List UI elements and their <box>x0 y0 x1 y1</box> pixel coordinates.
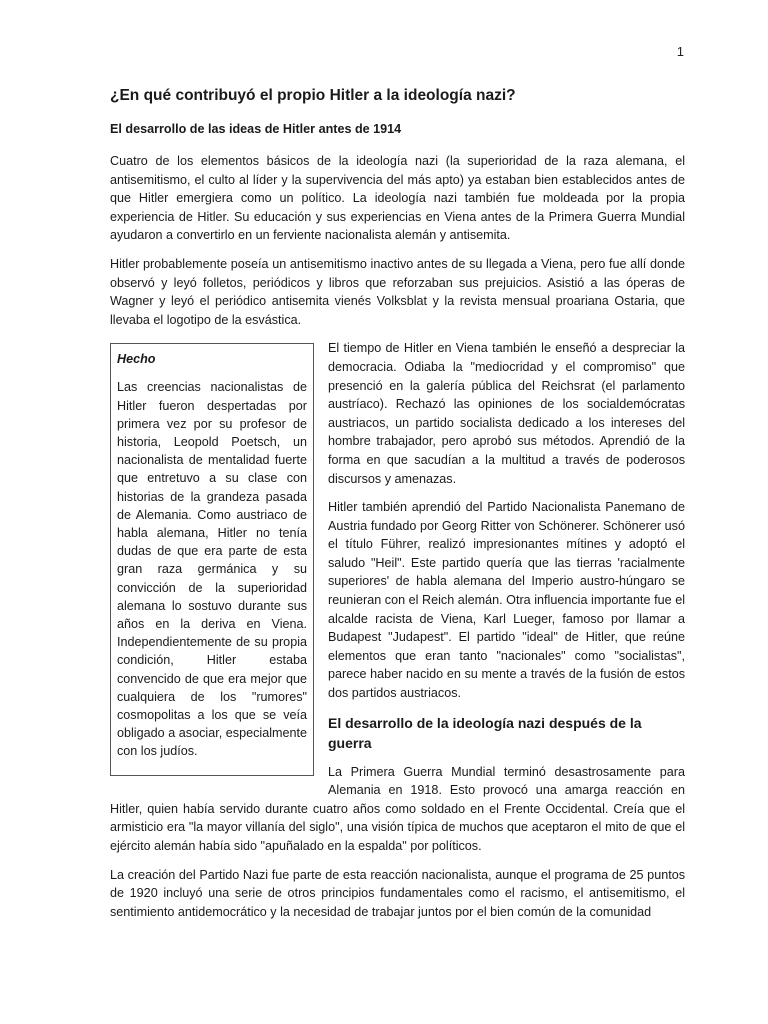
section-heading-post-war: El desarrollo de la ideología nazi después de la guerra <box>328 714 642 751</box>
page-title: ¿En qué contribuyó el propio Hitler a la ideología nazi? <box>110 87 516 104</box>
paragraph: La creación del Partido Nazi fue parte de esta reacción nacionalista, aunque el programa de 25 puntos de 1920 incluyó una serie de otros principios fundamentales como el racismo, el antisemitismo, el sentimiento antidemocrático y la necesidad de trabajar juntos por el bien común de la comunidad <box>110 867 685 919</box>
paragraph: Hitler también aprendió del Partido Nacionalista Panemano de Austria fundado por Georg Ritter von Schönerer. Schönerer usó el título Führer, realizó impresionantes mítines y adoptó el saludo "Heil". Este partido quería que las tierras 'racialmente superiores' de habla alemana del Imperio austro-húngaro se reunieran con el Reich alemán. Otra influencia importante fue el alcalde racista de Viena, Karl Lueger, famoso por llamar a Budapest "Judapest". El partido "ideal" de Hitler, que reúne elementos que eran tanto "nacionales" como "socialistas", parece haber nacido en su mente a través de la fusión de estos dos partidos austriacos. <box>328 500 685 701</box>
fact-box-title: Hecho <box>117 352 156 367</box>
document-body <box>110 86 685 931</box>
paragraph: La Primera Guerra Mundial terminó desastrosamente para Alemania en 1918. Esto provocó una amarga reacción en Hitler, quien había servido durante cuatro años como soldado en el Frente Occidental. Creía que el armisticio era "la mayor villanía del siglo", una visión típica de muchos que aceptaron el mito de que el ejército alemán había sido "apuñalado en la espalda" por políticos. <box>110 764 685 853</box>
section-heading-pre-1914: El desarrollo de las ideas de Hitler antes de 1914 <box>110 122 402 136</box>
paragraph: Cuatro de los elementos básicos de la ideología nazi (la superioridad de la raza alemana, el antisemitismo, el culto al líder y la supervivencia del más apto) ya estaban bien establecidos antes de que Hitler emergiera como un político. La ideología nazi también fue moldeada por la propia experiencia de Hitler. Su educación y sus experiencias en Viena antes de la Primera Guerra Mundial ayudaron a convertirlo en un ferviente nacionalista alemán y antisemita. <box>110 154 685 243</box>
paragraph: Hitler probablemente poseía un antisemitismo inactivo antes de su llegada a Viena, pero fue allí donde observó y leyó folletos, periódicos y libros que reforzaban sus prejuicios. Asistió a las óperas de Wagner y leyó el periódico antisemita vienés Volksblat y la revista mensual proariana Ostaria, que llevaba el logotipo de la esvástica. <box>110 256 685 327</box>
fact-box <box>110 343 314 775</box>
fact-box-text: Las creencias nacionalistas de Hitler fueron despertadas por primera vez por su profesor de historia, Leopold Poetsch, un nacionalista de mentalidad fuerte que entretuvo a su clase con historias de la grandeza pasada de Alemania. Como austriaco de habla alemana, Hitler no tenía dudas de que era parte de esta gran raza germánica y su convicción de la superioridad alemana lo sostuvo durante sus años en la deriva en Viena. Independientemente de su propia condición, Hitler estaba convencido de que era mejor que cualquiera de los "rumores" cosmopolitas a los que se veía obligado a asociar, especialmente con los judíos. <box>117 380 307 759</box>
paragraph: El tiempo de Hitler en Viena también le enseñó a despreciar la democracia. Odiaba la "mediocridad y el compromiso" que presenció en la galería pública del Reichsrat (el parlamento austríaco). Rechazó las opiniones de los socialdemócratas austriacos, un partido socialista dedicado a los intereses del hombre trabajador, pero aprobó sus métodos. Aprendió de la forma en que sacudían a la multitud a través de poderosos discursos y amenazas. <box>328 341 685 486</box>
page-number: 1 <box>676 44 684 59</box>
